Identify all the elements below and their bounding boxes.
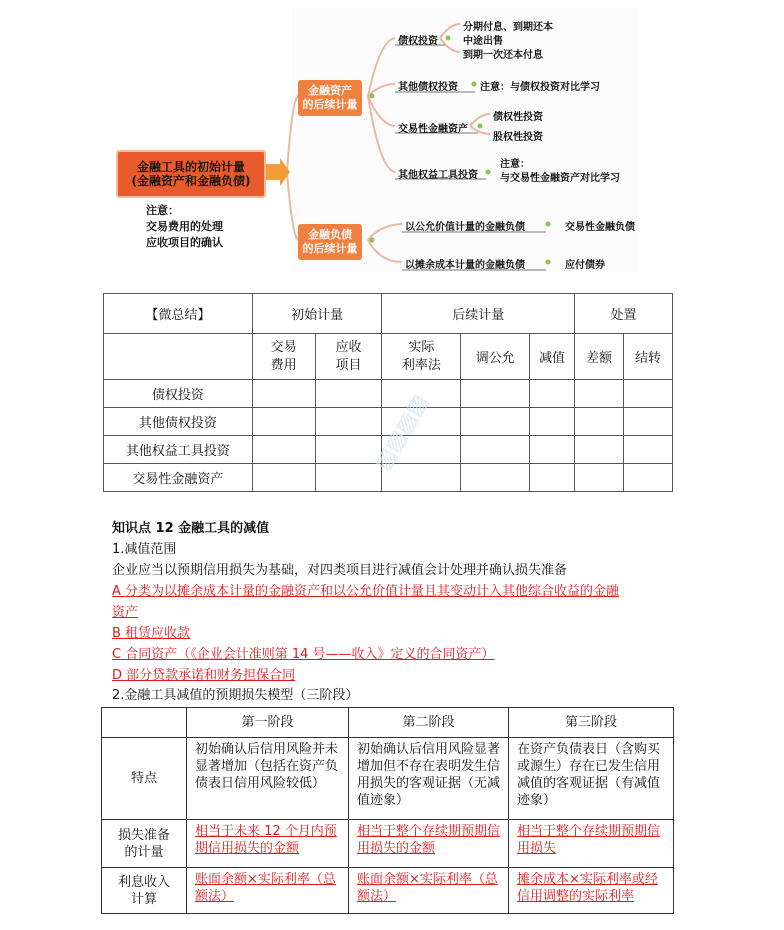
mindmap-diagram [0, 0, 784, 290]
mindmap-root [116, 150, 266, 198]
node-debt-item-1: 分期付息、到期还本 [463, 22, 553, 33]
row-label-interest: 利息收入 计算 [102, 868, 187, 914]
table-row [102, 868, 674, 914]
summary-header: 【微总结】 [104, 294, 253, 334]
empty-cell [102, 708, 187, 738]
node-other-equity-note: 注意： 与交易性金融资产对比学习 [500, 159, 620, 184]
col-fair-value: 调公允 [461, 334, 530, 380]
node-trading: 交易性金融资产 [398, 124, 468, 135]
node-debt-invest: 债权投资 [398, 36, 438, 47]
header-stage-2: 第二阶段 [349, 708, 509, 738]
table-row [102, 738, 674, 820]
col-transfer: 结转 [624, 334, 673, 380]
node-fv-liab: 以公允价值计量的金融负债 [405, 222, 525, 233]
row-label: 其他债权投资 [104, 408, 253, 436]
watermark-graphic: ▨▨▨▨ [369, 390, 434, 475]
row-label: 交易性金融资产 [104, 464, 253, 492]
node-ac-liab-item: 应付债券 [565, 260, 605, 271]
row-label: 其他权益工具投资 [104, 436, 253, 464]
node-trading-item-2: 股权性投资 [493, 132, 543, 143]
node-other-debt-note: 注意：与债权投资对比学习 [480, 82, 600, 93]
arrow-icon [266, 158, 290, 186]
cell-stage1-interest: 账面余额×实际利率（总额法） [187, 868, 349, 914]
node-fv-liab-item: 交易性金融负债 [565, 222, 635, 233]
item-a-line-1: A 分类为以摊余成本计量的金融资产和以公允价值计量且其变动计入其他综合收益的金融 [112, 584, 620, 599]
row-label-features: 特点 [102, 738, 187, 820]
root-label: 金融工具的初始计量 (金融资产和金融负债) [131, 160, 251, 188]
table-row [104, 380, 673, 408]
branch-assets-label: 金融资产 的后续计量 [302, 84, 358, 111]
table-row [102, 820, 674, 868]
cell-stage2-features: 初始确认后信用风险显著增加但不存在表明发生信用损失的客观证据（无减值迹象） [349, 738, 509, 820]
col-transaction-fee: 交易 费用 [252, 334, 315, 380]
header-stage-1: 第一阶段 [187, 708, 349, 738]
cell-stage2-interest: 账面余额×实际利率（总额法） [349, 868, 509, 914]
header-subsequent: 后续计量 [382, 294, 575, 334]
item-a-line-2: 资产 [112, 605, 139, 620]
item-c: C 合同资产（《企业会计准则第 14 号——收入》定义的合同资产） [112, 647, 495, 662]
mindmap-note [146, 203, 223, 251]
header-initial: 初始计量 [252, 294, 382, 334]
cell-stage3-interest: 摊余成本×实际利率或经信用调整的实际利率 [509, 868, 674, 914]
note-label: 注意： 交易费用的处理 应收项目的确认 [146, 204, 223, 249]
node-ac-liab: 以摊余成本计量的金融负债 [405, 260, 525, 271]
node-debt-item-3: 到期一次还本付息 [463, 50, 543, 61]
node-trading-item-1: 债权性投资 [493, 112, 543, 123]
section-line-2: 企业应当以预期信用损失为基础，对四类项目进行减值会计处理并确认损失准备 [112, 563, 568, 578]
node-other-equity: 其他权益工具投资 [398, 170, 478, 181]
cell-stage3-provision: 相当于整个存续期预期信用损失 [509, 820, 674, 868]
cell-stage1-features: 初始确认后信用风险并未显著增加（包括在资产负债表日信用风险较低） [187, 738, 349, 820]
row-label-provision: 损失准备 的计量 [102, 820, 187, 868]
section-line-3: 2.金融工具减值的预期损失模型（三阶段） [112, 688, 359, 703]
header-stage-3: 第三阶段 [509, 708, 674, 738]
cell-stage1-provision: 相当于未来 12 个月内预期信用损失的金额 [187, 820, 349, 868]
branch-liab-label: 金融负债 的后续计量 [302, 228, 358, 255]
col-effective-rate: 实际 利率法 [382, 334, 461, 380]
item-d: D 部分贷款承诺和财务担保合同 [112, 668, 296, 683]
section-line-1: 1.减值范围 [112, 542, 177, 557]
header-disposal: 处置 [575, 294, 673, 334]
col-receivable: 应收 项目 [315, 334, 382, 380]
empty-cell [104, 334, 253, 380]
node-other-debt: 其他债权投资 [398, 82, 458, 93]
cell-stage3-features: 在资产负债表日（含购买或源生）存在已发生信用减值的客观证据（有减值迹象） [509, 738, 674, 820]
branch-liabilities [298, 224, 362, 260]
item-b: B 租赁应收款 [112, 626, 191, 641]
section-title: 知识点 12 金融工具的减值 [112, 521, 270, 536]
col-difference: 差额 [575, 334, 624, 380]
node-debt-item-2: 中途出售 [463, 36, 503, 47]
stage-table [101, 707, 674, 914]
row-label: 债权投资 [104, 380, 253, 408]
branch-assets [298, 80, 362, 116]
col-impairment: 减值 [530, 334, 575, 380]
cell-stage2-provision: 相当于整个存续期预期信用损失的金额 [349, 820, 509, 868]
